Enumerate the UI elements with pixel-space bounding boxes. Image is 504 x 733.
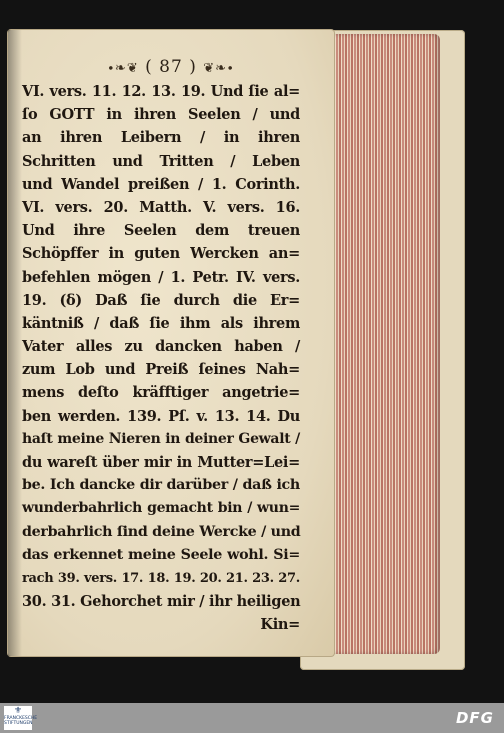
logo-emblem-icon: ⚜: [13, 706, 23, 716]
page-fore-edge: [330, 34, 440, 654]
text-line: und Wandel preißen / 1. Corinth.: [22, 175, 300, 193]
text-line: befehlen mögen / 1. Petr. IV. vers.: [22, 268, 300, 286]
text-line: derbahrlich ſind deine Wercke / und: [22, 523, 301, 540]
page-body-text: [22, 80, 300, 637]
text-line: ſo GOTT in ihren Seelen / und: [22, 106, 300, 124]
text-line: VI. vers. 20. Matth. V. vers. 16.: [22, 198, 300, 216]
institution-logo[interactable]: [4, 706, 38, 730]
page-header: [8, 57, 334, 77]
text-line: 30. 31. Gehorchet mir / ihr heiligen: [22, 593, 301, 611]
header-ornament-right: ❦❧∙: [203, 61, 235, 76]
text-line: VI. vers. 11. 12. 13. 19. Und ſie al=: [22, 83, 300, 100]
text-line: Schritten und Tritten / Leben: [22, 152, 300, 170]
text-line: an ihren Leibern / in ihren: [22, 129, 300, 147]
book-page: [8, 30, 334, 656]
text-line: rach 39. vers. 17. 18. 19. 20. 21. 23. 27.: [22, 570, 300, 586]
header-ornament-left: ∙❧❦: [107, 61, 139, 76]
catchword: Kin=: [260, 616, 300, 634]
viewer-footer-bar: [0, 703, 504, 733]
text-line: das erkennet meine Seele wohl. Si=: [22, 546, 300, 563]
text-line: be. Ich dancke dir darüber / daß ich: [22, 477, 300, 494]
institution-logo-text: FRANCKESCHE STIFTUNGEN: [4, 716, 38, 726]
text-line: Vater alles zu dancken haben /: [22, 338, 300, 356]
text-line: wunderbahrlich gemacht bin / wun=: [22, 500, 300, 517]
text-line: Schöpffer in guten Wercken an=: [22, 245, 300, 263]
text-line: käntniß / daß ſie ihm als ihrem: [22, 314, 300, 332]
text-line: ben werden. 139. Pſ. v. 13. 14. Du: [22, 407, 300, 425]
text-line: mens deſto kräfftiger angetrie=: [22, 384, 300, 402]
page-gutter: [8, 30, 22, 656]
text-line: 19. (δ) Daß ſie durch die Er=: [22, 291, 300, 309]
text-line: zum Lob und Preiß ſeines Nah=: [22, 361, 300, 379]
text-line: Und ihre Seelen dem treuen: [22, 222, 300, 240]
text-line: haſt meine Nieren in deiner Gewalt /: [22, 430, 300, 447]
dfg-logo[interactable]: DFG: [455, 709, 494, 727]
page-number: ( 87 ): [145, 57, 197, 77]
text-line: du wareſt über mir in Mutter=Lei=: [22, 454, 300, 471]
